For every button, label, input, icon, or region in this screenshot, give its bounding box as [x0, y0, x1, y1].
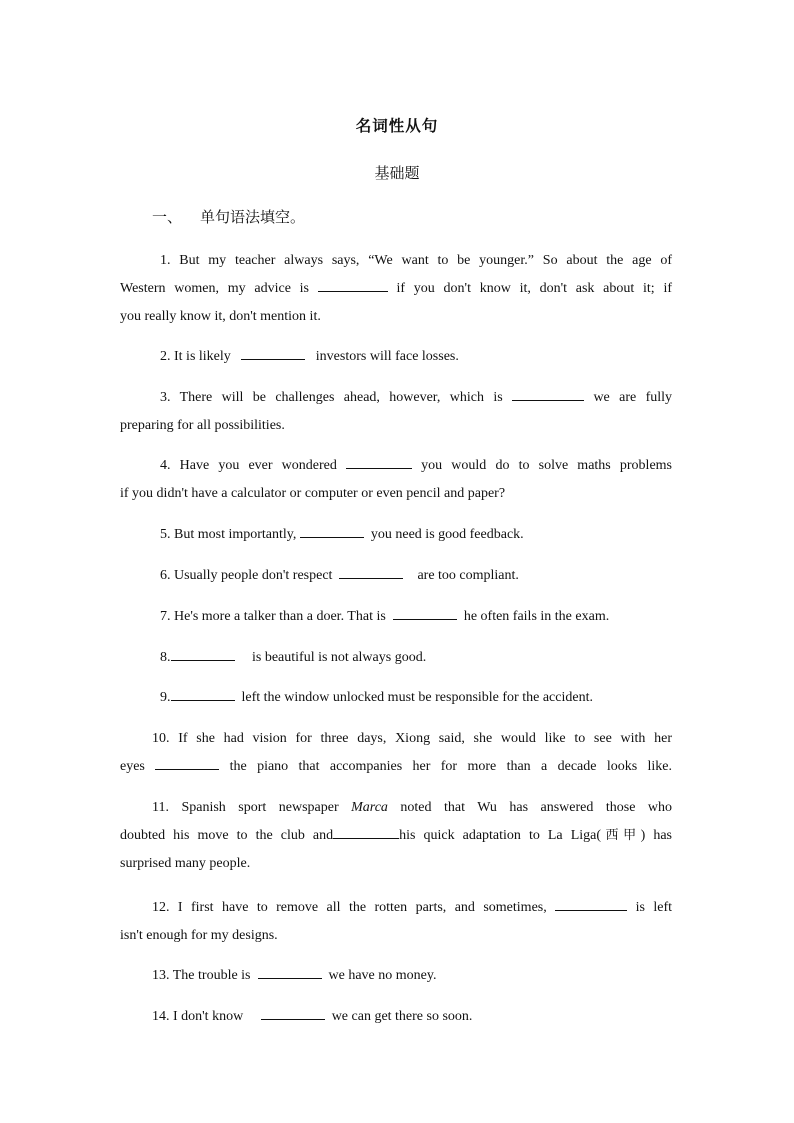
question-text-line [120, 822, 672, 850]
question-text-line [120, 384, 672, 412]
question-9 [120, 684, 672, 712]
question-text-line [120, 275, 672, 303]
question-text: preparing for all possibilities. [120, 418, 285, 433]
question-text: we can get there so soon. [331, 1009, 473, 1024]
question-text-line [120, 962, 672, 990]
question-12 [120, 894, 672, 950]
question-text: 12. I first have to remove all the rotten parts, and sometimes, [152, 900, 547, 915]
question-text-line [120, 603, 672, 631]
section-heading [152, 206, 305, 227]
question-text: 5. But most importantly, [160, 527, 297, 542]
question-text: 10. If she had vision for three days, Xiong said, she would like to see with her [152, 731, 672, 746]
question-6 [120, 562, 672, 590]
question-text: he often fails in the exam. [463, 609, 610, 624]
section-title: 单句语法填空。 [200, 208, 306, 226]
question-text: 13. The trouble is [152, 968, 251, 983]
question-text: 6. Usually people don't respect [160, 568, 333, 583]
question-text: we are fully [593, 390, 673, 405]
question-text-line [120, 644, 672, 672]
answer-blank[interactable] [171, 646, 235, 661]
chinese-note: 西甲 [601, 828, 641, 843]
question-text-line [120, 894, 672, 922]
answer-blank[interactable] [171, 686, 235, 701]
question-1 [120, 247, 672, 331]
answer-blank[interactable] [555, 896, 627, 911]
question-text: we have no money. [328, 968, 437, 983]
question-text: left the window unlocked must be responsible for the accident. [241, 690, 593, 705]
question-text: 2. It is likely [160, 349, 231, 364]
question-text: doubted his move to the club and [120, 828, 334, 843]
answer-blank[interactable] [339, 564, 403, 579]
question-text: eyes [120, 759, 145, 774]
answer-blank[interactable] [333, 824, 399, 839]
page-subtitle: 基础题 [374, 164, 420, 182]
question-text: are too compliant. [417, 568, 519, 583]
question-text: if you didn't have a calculator or computer or even pencil and paper? [120, 486, 506, 501]
answer-blank[interactable] [512, 386, 584, 401]
question-text: is left [635, 900, 673, 915]
question-13 [120, 962, 672, 990]
answer-blank[interactable] [346, 454, 412, 469]
answer-blank[interactable] [258, 964, 322, 979]
question-text: Western women, my advice is [120, 281, 309, 296]
question-text: 11. Spanish sport newspaper [152, 800, 339, 815]
question-10 [120, 725, 672, 781]
answer-blank[interactable] [155, 755, 219, 770]
newspaper-name: Marca [351, 800, 388, 815]
question-text-line [120, 794, 672, 822]
page-title: 名词性从句 [355, 117, 439, 135]
question-text-line [120, 684, 672, 712]
question-text: 1. But my teacher always says, “We want to be younger.” So about the age of [160, 253, 672, 268]
question-text: noted that Wu has answered those who [400, 800, 673, 815]
question-text: you would do to solve maths problems [421, 458, 672, 473]
question-text-line [120, 1003, 672, 1031]
question-3 [120, 384, 672, 440]
question-8 [120, 644, 672, 672]
question-text: 9. [160, 690, 171, 705]
question-text: surprised many people. [120, 856, 251, 871]
section-number: 一、 [152, 208, 183, 226]
question-text-line [120, 753, 672, 781]
question-text: ) has [640, 828, 673, 843]
question-text: 14. I don't know [152, 1009, 244, 1024]
question-text: 8. [160, 650, 171, 665]
question-text: isn't enough for my designs. [120, 928, 278, 943]
question-7 [120, 603, 672, 631]
question-text-line [120, 343, 672, 371]
answer-blank[interactable] [393, 605, 457, 620]
question-text: if you don't know it, don't ask about it; if [396, 281, 672, 296]
question-text: 3. There will be challenges ahead, however, which is [160, 390, 503, 405]
question-5 [120, 521, 672, 549]
answer-blank[interactable] [318, 277, 388, 292]
question-11 [120, 794, 672, 878]
question-4 [120, 452, 672, 508]
question-text-line [120, 562, 672, 590]
question-text: 7. He's more a talker than a doer. That is [160, 609, 386, 624]
question-text: his quick adaptation to La Liga( [399, 828, 602, 843]
question-text-line [120, 452, 672, 480]
question-text: you need is good feedback. [370, 527, 524, 542]
question-text: the piano that accompanies her for more than a decade looks like. [229, 759, 673, 774]
question-text: is beautiful is not always good. [252, 650, 427, 665]
question-text-line [120, 521, 672, 549]
answer-blank[interactable] [300, 523, 364, 538]
question-14 [120, 1003, 672, 1031]
answer-blank[interactable] [241, 345, 305, 360]
question-2 [120, 343, 672, 371]
answer-blank[interactable] [261, 1005, 325, 1020]
question-text: 4. Have you ever wondered [160, 458, 337, 473]
question-text: investors will face losses. [315, 349, 459, 364]
question-text: you really know it, don't mention it. [120, 309, 321, 324]
